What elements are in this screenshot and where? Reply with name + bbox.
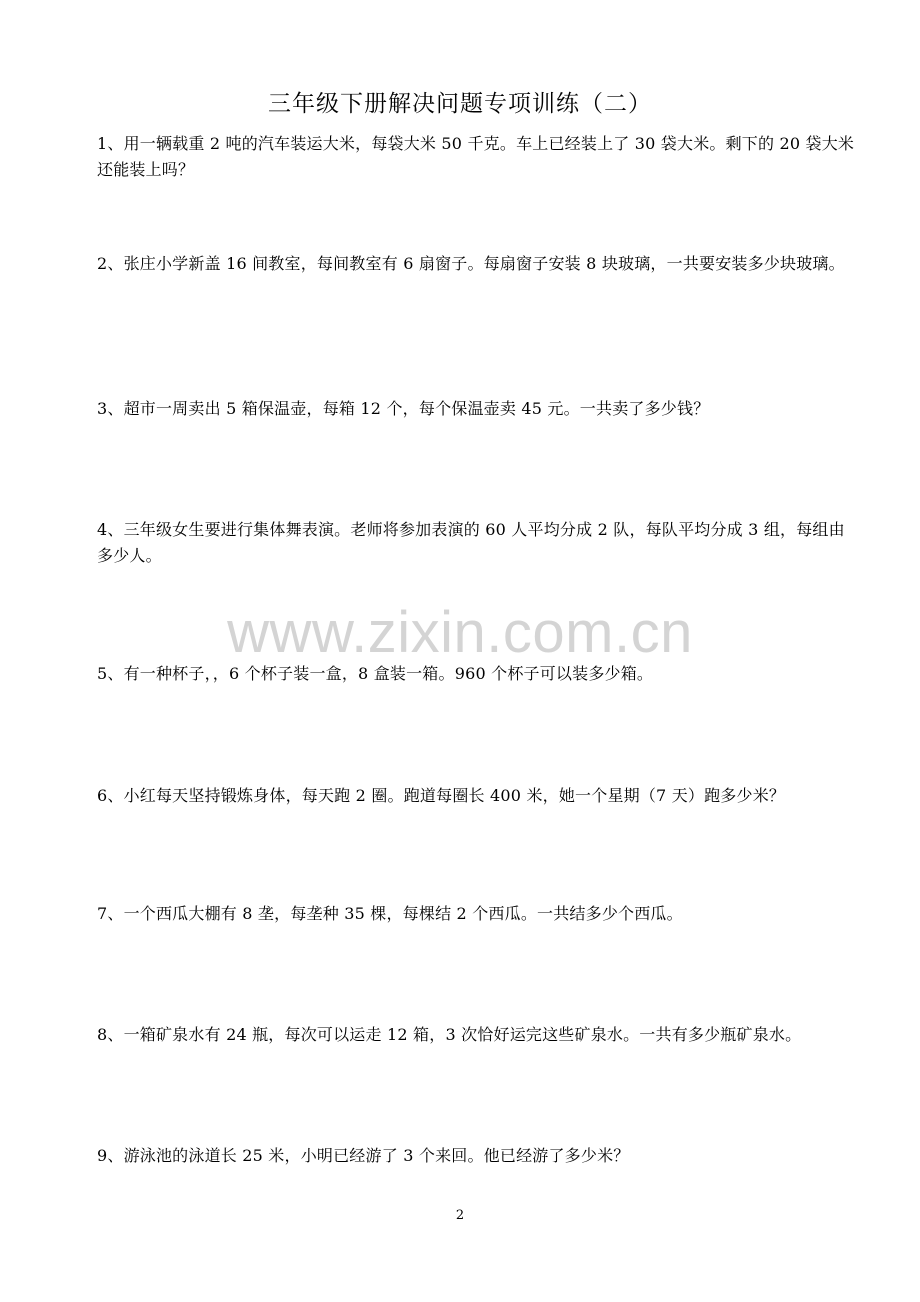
question-7: 7、一个西瓜大棚有 8 垄，每垄种 35 棵，每棵结 2 个西瓜。一共结多少个西瓜。 (97, 904, 683, 923)
page-number: 2 (455, 1208, 465, 1223)
question-8: 8、一箱矿泉水有 24 瓶，每次可以运走 12 箱，3 次恰好运完这些矿泉水。一共有多少瓶矿泉水。 (97, 1025, 802, 1044)
question-1: 1、用一辆载重 2 吨的汽车装运大米，每袋大米 50 千克。车上已经装上了 30 袋大米。剩下的 20 袋大米还能装上吗？ (97, 134, 855, 179)
question-4: 4、三年级女生要进行集体舞表演。老师将参加表演的 60 人平均分成 2 队，每队平均分成 3 组，每组由多少人。 (97, 520, 845, 565)
question-5: 5、有一种杯子，，6 个杯子装一盒，8 盒装一箱。960 个杯子可以装多少箱。 (97, 664, 654, 683)
question-2: 2、张庄小学新盖 16 间教室，每间教室有 6 扇窗子。每扇窗子安装 8 块玻璃，一共要安装多少块玻璃。 (97, 254, 845, 273)
watermark: www.zixin.com.cn (227, 600, 693, 665)
question-6: 6、小红每天坚持锻炼身体，每天跑 2 圈。跑道每圈长 400 米，她一个星期（7 天）跑多少米？ (97, 786, 786, 805)
page-title: 三年级下册解决问题专项训练（二） (268, 91, 652, 117)
question-9: 9、游泳池的泳道长 25 米，小明已经游了 3 个来回。他已经游了多少米？ (97, 1146, 630, 1165)
question-3: 3、超市一周卖出 5 箱保温壶，每箱 12 个，每个保温壶卖 45 元。一共卖了多少钱？ (97, 399, 710, 418)
